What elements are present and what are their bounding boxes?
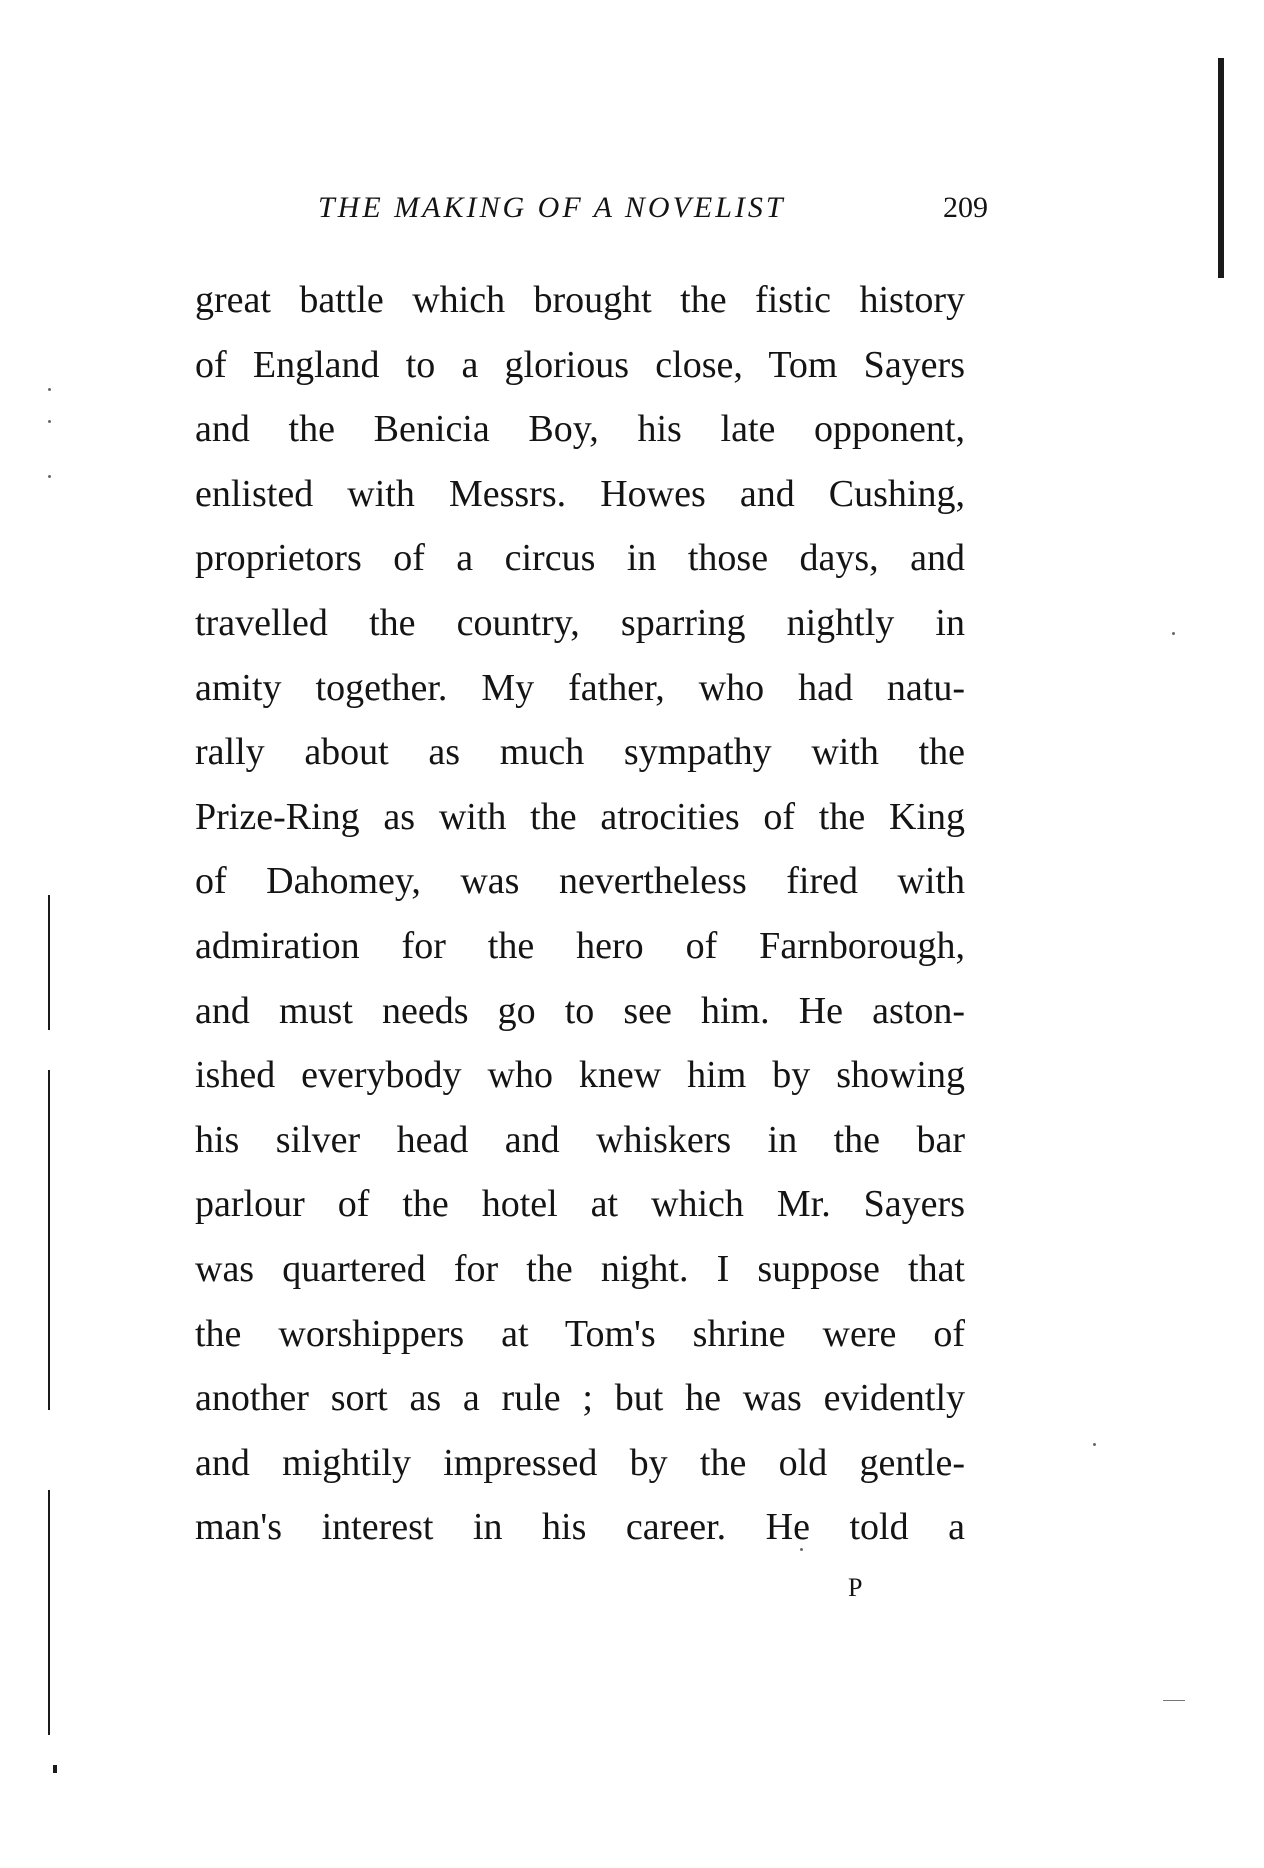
text-line: Prize-Ring as with the atrocities of the King	[195, 795, 965, 838]
text-line: amity together. My father, who had natu-	[195, 666, 965, 709]
signature-mark: P	[848, 1573, 863, 1602]
text-line: enlisted with Messrs. Howes and Cushing,	[195, 472, 965, 515]
text-line: of England to a glorious close, Tom Sayers	[195, 343, 965, 386]
text-line: great battle which brought the fistic history	[195, 279, 965, 321]
scan-gutter-mark	[48, 1070, 50, 1410]
running-title: THE MAKING OF A NOVELIST	[318, 191, 786, 224]
text-line: parlour of the hotel at which Mr. Sayers	[195, 1183, 965, 1226]
scan-edge-mark	[1218, 58, 1224, 278]
text-line: ished everybody who knew him by showing	[195, 1054, 965, 1097]
text-line: and must needs go to see him. He aston-	[195, 989, 965, 1032]
scan-gutter-mark	[53, 1765, 57, 1773]
text-line: another sort as a rule ; but he was evidently	[195, 1377, 965, 1420]
text-line: admiration for the hero of Farnborough,	[195, 924, 965, 967]
text-line: of Dahomey, was nevertheless fired with	[195, 860, 965, 903]
text-line: proprietors of a circus in those days, and	[195, 537, 965, 580]
scan-speck	[1093, 1443, 1096, 1446]
text-line: the worshippers at Tom's shrine were of	[195, 1312, 965, 1355]
text-line: travelled the country, sparring nightly in	[195, 601, 965, 644]
scan-speck	[1172, 632, 1175, 635]
running-head	[318, 185, 988, 231]
scan-speck	[48, 475, 51, 478]
text-line: and mightily impressed by the old gentle-	[195, 1441, 965, 1484]
scan-gutter-mark	[48, 895, 50, 1030]
body-text	[195, 268, 965, 1560]
text-line: rally about as much sympathy with the	[195, 731, 965, 774]
scan-speck	[48, 388, 51, 391]
text-line: his silver head and whiskers in the bar	[195, 1118, 965, 1161]
scan-speck	[48, 420, 51, 423]
text-line: man's interest in his career. He told a	[195, 1506, 965, 1549]
scan-speck	[800, 1548, 803, 1551]
text-line: was quartered for the night. I suppose that	[195, 1247, 965, 1290]
text-line: and the Benicia Boy, his late opponent,	[195, 408, 965, 451]
scan-gutter-mark	[48, 1490, 50, 1735]
page-number: 209	[943, 191, 988, 224]
scan-edge-mark	[1163, 1700, 1185, 1701]
